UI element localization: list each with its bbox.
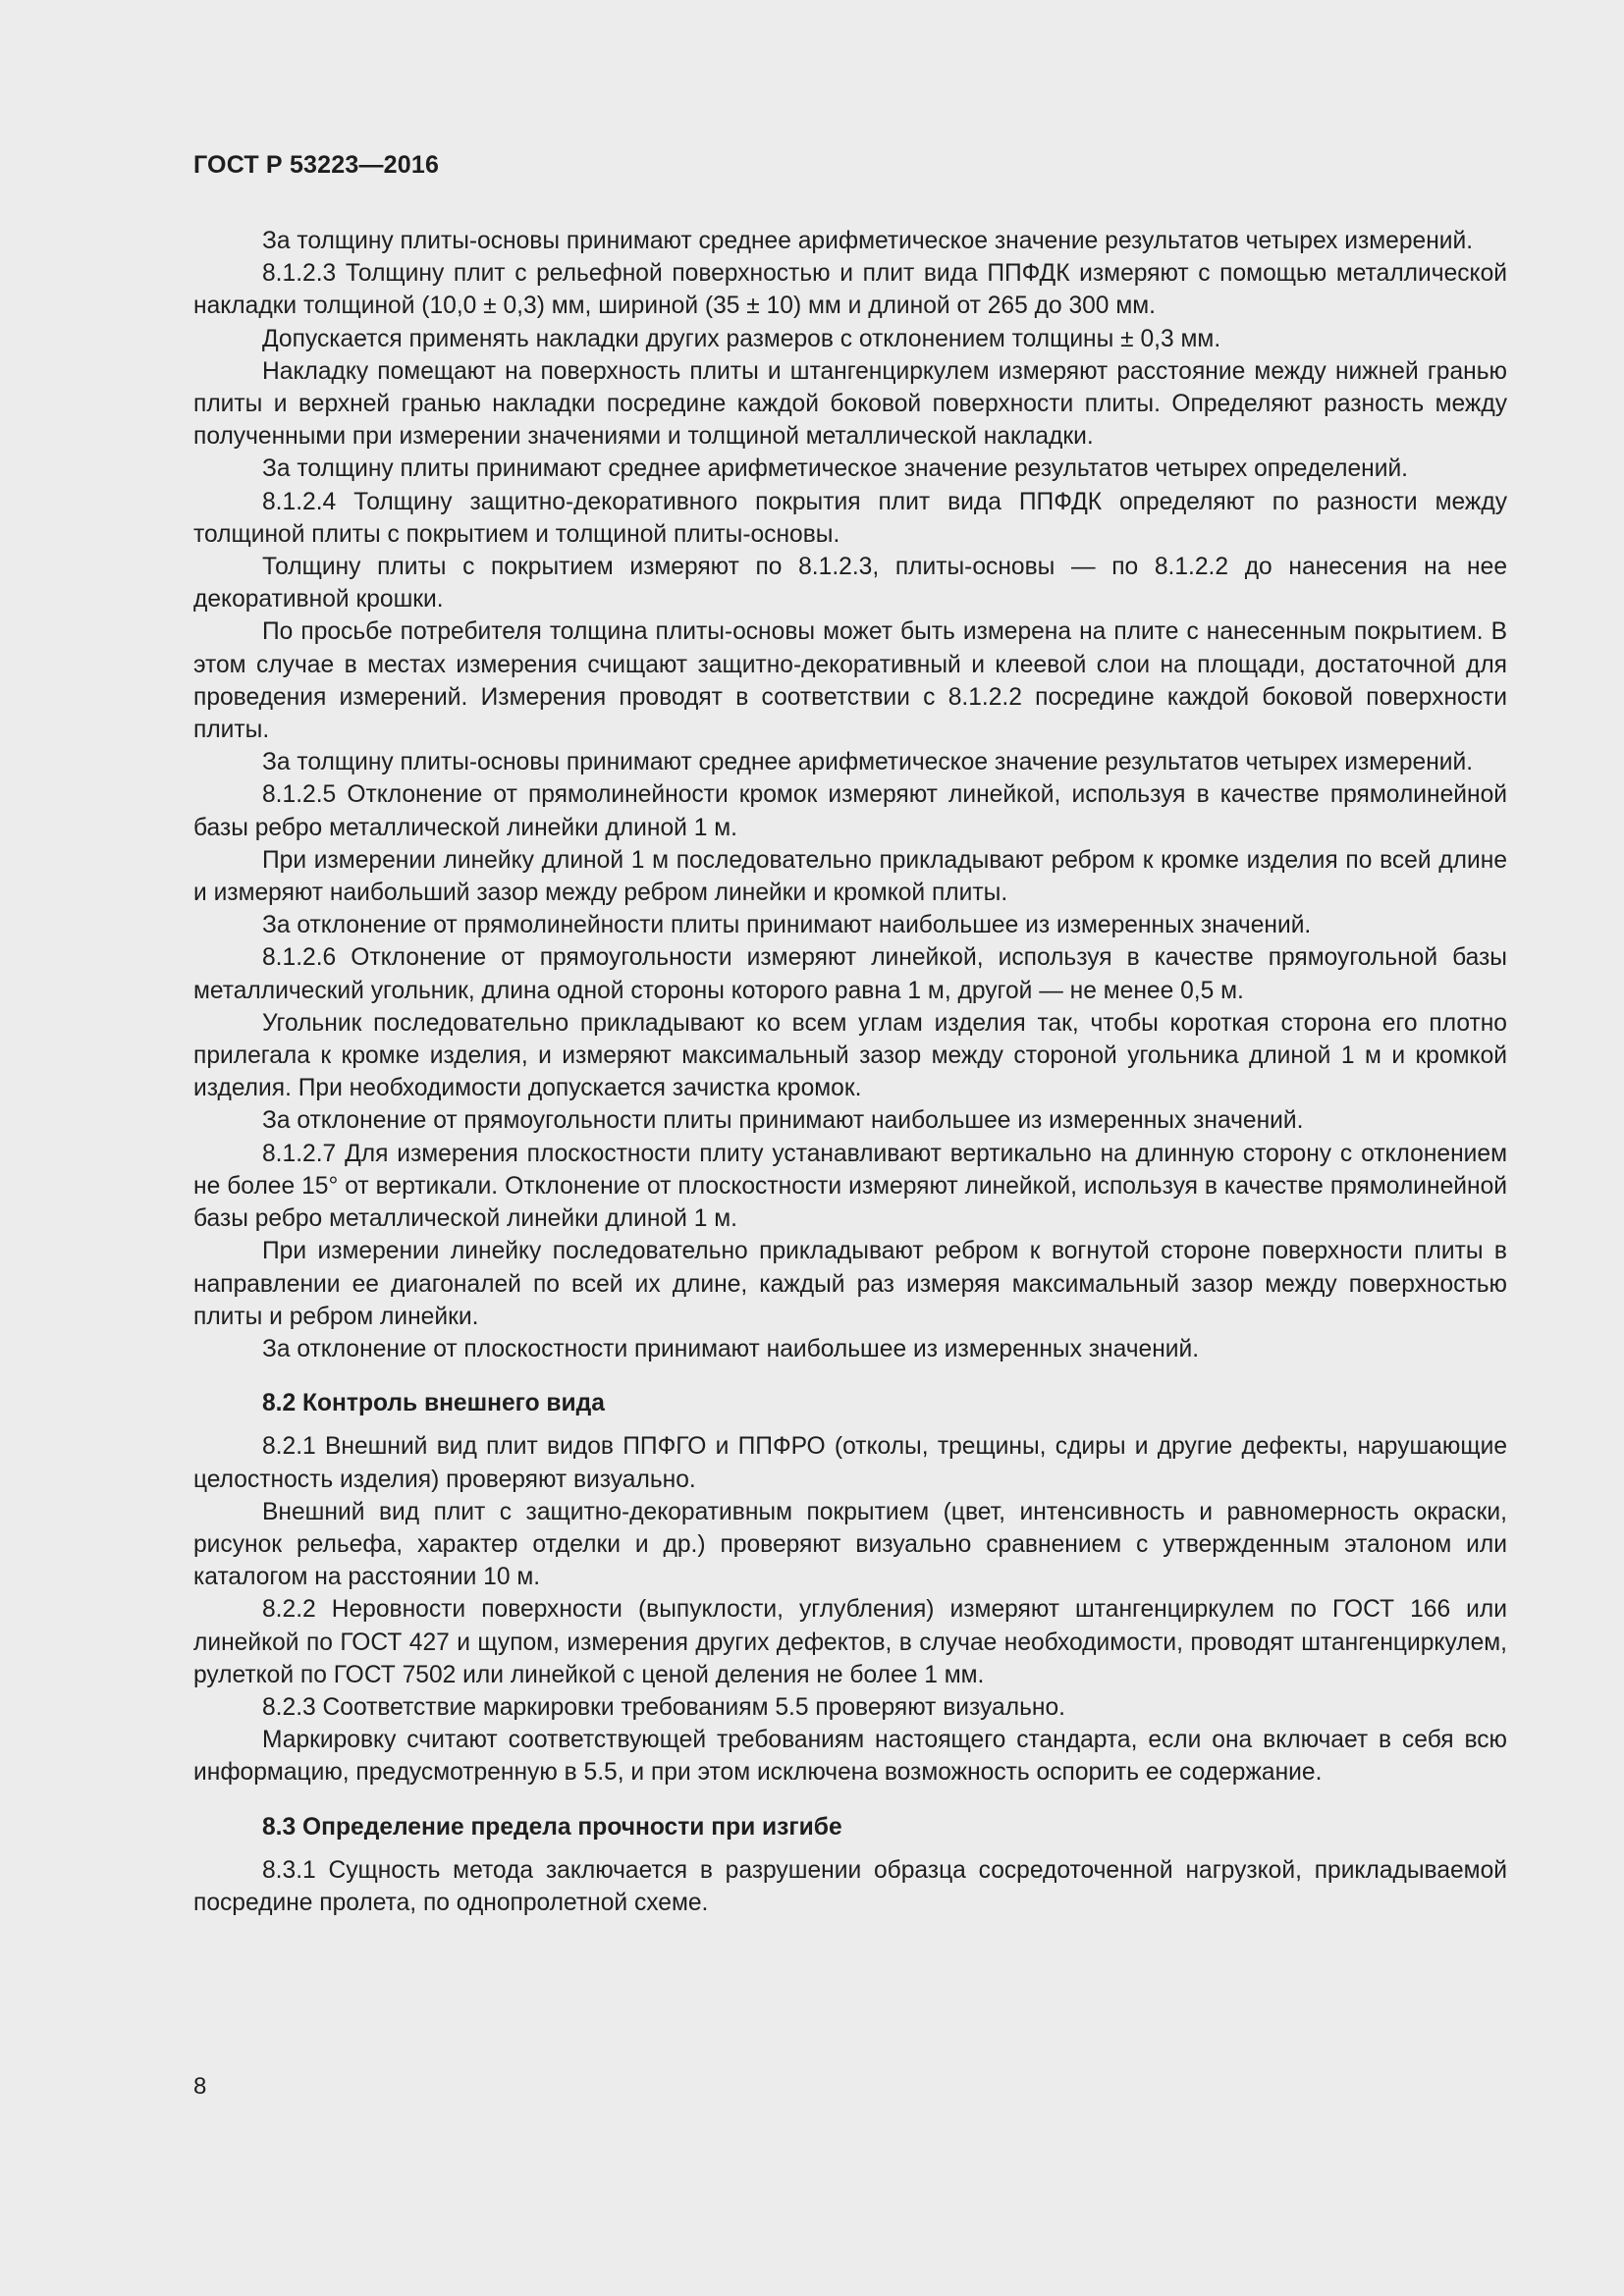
paragraph: 8.1.2.7 Для измерения плоскостности плиту устанавливают вертикально на длинную сторону с отклонением не более 15° от вертикали. Отклонение от плоскостности измеряют линейкой, используя в качестве прямолинейной базы ребро металлической линейки длиной 1 м. <box>193 1140 1507 1233</box>
paragraph: За толщину плиты-основы принимают среднее арифметическое значение результатов четырех измерений. <box>262 749 1474 776</box>
document-body <box>193 225 1507 1919</box>
paragraph: За толщину плиты принимают среднее арифметическое значение результатов четырех определений. <box>262 455 1409 483</box>
paragraph: За отклонение от плоскостности принимают наибольшее из измеренных значений. <box>262 1335 1200 1362</box>
paragraph: 8.1.2.4 Толщину защитно-декоративного покрытия плит вида ППФДК определяют по разности между толщиной плиты с покрытием и толщиной плиты-основы. <box>193 488 1507 548</box>
paragraph: За отклонение от прямоугольности плиты принимают наибольшее из измеренных значений. <box>262 1107 1304 1135</box>
paragraph: 8.3.1 Сущность метода заключается в разрушении образца сосредоточенной нагрузкой, прикладываемой посредине пролета, по однопролетной схеме. <box>193 1856 1507 1916</box>
paragraph: 8.2.3 Соответствие маркировки требованиям 5.5 проверяют визуально. <box>262 1693 1065 1721</box>
paragraph: Угольник последовательно прикладывают ко всем углам изделия так, чтобы короткая сторона его плотно прилегала к кромке изделия, и измеряют максимальный зазор между стороной угольника длиной 1 м и кромкой изделия. При необходимости допускается зачистка кромок. <box>193 1009 1507 1102</box>
paragraph: 8.1.2.6 Отклонение от прямоугольности измеряют линейкой, используя в качестве прямоугольной базы металлический угольник, длина одной стороны которого равна 1 м, другой — не менее 0,5 м. <box>193 944 1507 1004</box>
paragraph: Накладку помещают на поверхность плиты и штангенциркулем измеряют расстояние между нижней гранью плиты и верхней гранью накладки посредине каждой боковой поверхности плиты. Определяют разность между полученными при измерении значениями и толщиной металлической накладки. <box>193 357 1507 451</box>
paragraph: 8.2.1 Внешний вид плит видов ППФГО и ППФРО (отколы, трещины, сдиры и другие дефекты, нарушающие целостность изделия) проверяют визуально. <box>193 1433 1507 1493</box>
paragraph: Внешний вид плит с защитно-декоративным покрытием (цвет, интенсивность и равномерность окраски, рисунок рельефа, характер отделки и др.) проверяют визуально сравнением с утвержденным эталоном или каталогом на расстоянии 10 м. <box>193 1498 1507 1591</box>
section-heading-8-2: 8.2 Контроль внешнего вида <box>262 1390 605 1417</box>
paragraph: Маркировку считают соответствующей требованиям настоящего стандарта, если она включает в себя всю информацию, предусмотренную в 5.5, и при этом исключена возможность оспорить ее содержание. <box>193 1727 1507 1787</box>
paragraph: При измерении линейку длиной 1 м последовательно прикладывают ребром к кромке изделия по всей длине и измеряют наибольший зазор между ребром линейки и кромкой плиты. <box>193 846 1507 907</box>
paragraph: Толщину плиты с покрытием измеряют по 8.1.2.3, плиты-основы — по 8.1.2.2 до нанесения на нее декоративной крошки. <box>193 554 1507 614</box>
paragraph: Допускается применять накладки других размеров с отклонением толщины ± 0,3 мм. <box>262 325 1221 352</box>
paragraph: При измерении линейку последовательно прикладывают ребром к вогнутой стороне поверхности плиты в направлении ее диагоналей по всей их длине, каждый раз измеряя максимальный зазор между поверхностью плиты и ребром линейки. <box>193 1238 1507 1330</box>
paragraph: 8.1.2.3 Толщину плит с рельефной поверхностью и плит вида ППФДК измеряют с помощью металлической накладки толщиной (10,0 ± 0,3) мм, шириной (35 ± 10) мм и длиной от 265 до 300 мм. <box>193 260 1507 320</box>
paragraph: По просьбе потребителя толщина плиты-основы может быть измерена на плите с нанесенным покрытием. В этом случае в местах измерения счищают защитно-декоративный и клеевой слои на площади, достаточной для проведения измерений. Измерения проводят в соответствии с 8.1.2.2 посредине каждой боковой поверхности плиты. <box>193 618 1507 744</box>
paragraph: 8.2.2 Неровности поверхности (выпуклости, углубления) измеряют штангенциркулем по ГОСТ 166 или линейкой по ГОСТ 427 и щупом, измерения других дефектов, в случае необходимости, проводят штангенциркулем, рулеткой по ГОСТ 7502 или линейкой с ценой деления не более 1 мм. <box>193 1596 1507 1688</box>
section-heading-8-3: 8.3 Определение предела прочности при изгибе <box>262 1813 842 1841</box>
paragraph: За отклонение от прямолинейности плиты принимают наибольшее из измеренных значений. <box>262 912 1312 939</box>
paragraph: 8.1.2.5 Отклонение от прямолинейности кромок измеряют линейкой, используя в качестве прямолинейной базы ребро металлической линейки длиной 1 м. <box>193 781 1507 841</box>
page-number: 8 <box>193 2073 207 2100</box>
document-header: ГОСТ Р 53223—2016 <box>193 151 440 179</box>
paragraph: За толщину плиты-основы принимают среднее арифметическое значение результатов четырех измерений. <box>262 228 1474 254</box>
